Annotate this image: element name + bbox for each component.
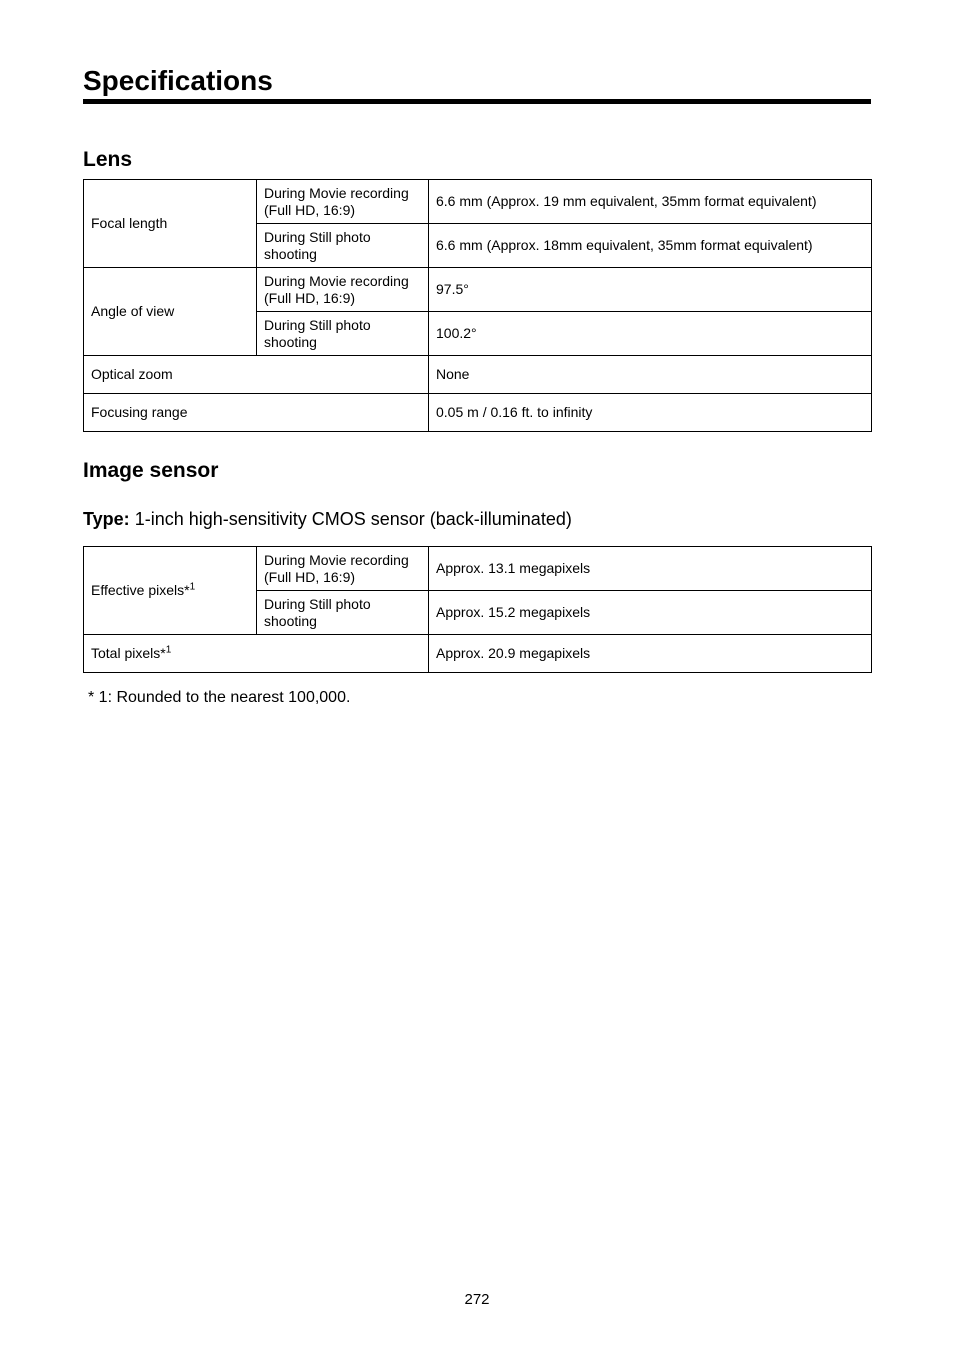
total-pixels-cell [84,635,429,673]
title-rule [83,99,871,104]
total-pixels-label: Total pixels* [91,645,166,661]
angle-of-view-movie-value: 97.5° [429,268,872,312]
effective-pixels-cell [84,547,257,635]
focusing-range-label: Focusing range [84,394,429,432]
lens-heading: Lens [83,148,133,171]
effective-pixels-movie-value: Approx. 13.1 megapixels [429,547,872,591]
sensor-type-line [83,508,572,530]
table-row [84,394,872,432]
total-pixels-value: Approx. 20.9 megapixels [429,635,872,673]
focal-length-movie-value: 6.6 mm (Approx. 19 mm equivalent, 35mm format equivalent) [429,180,872,224]
table-row [84,635,872,673]
effective-pixels-footnote-ref: 1 [189,581,196,593]
effective-pixels-still-value: Approx. 15.2 megapixels [429,591,872,635]
angle-of-view-still-condition: During Still photo shooting [257,312,429,356]
effective-pixels-still-condition: During Still photo shooting [257,591,429,635]
image-sensor-spec-table [83,546,872,673]
angle-of-view-movie-condition: During Movie recording (Full HD, 16:9) [257,268,429,312]
sensor-type-value: 1-inch high-sensitivity CMOS sensor (back-illuminated) [134,509,572,529]
page-title: Specifications [83,65,273,96]
angle-of-view-label: Angle of view [84,268,257,356]
focal-length-still-value: 6.6 mm (Approx. 18mm equivalent, 35mm format equivalent) [429,224,872,268]
table-row [84,180,872,224]
total-pixels-footnote-ref: 1 [165,644,172,656]
focusing-range-value: 0.05 m / 0.16 ft. to infinity [429,394,872,432]
table-row [84,356,872,394]
angle-of-view-still-value: 100.2° [429,312,872,356]
focal-length-label: Focal length [84,180,257,268]
table-row [84,268,872,312]
effective-pixels-label: Effective pixels* [91,582,190,598]
optical-zoom-label: Optical zoom [84,356,429,394]
effective-pixels-movie-condition: During Movie recording (Full HD, 16:9) [257,547,429,591]
lens-spec-table [83,179,872,432]
optical-zoom-value: None [429,356,872,394]
page-number: 272 [464,1291,490,1308]
table-row [84,547,872,591]
focal-length-still-condition: During Still photo shooting [257,224,429,268]
focal-length-movie-condition: During Movie recording (Full HD, 16:9) [257,180,429,224]
footnote: * 1: Rounded to the nearest 100,000. [88,689,351,706]
image-sensor-heading: Image sensor [83,459,219,482]
sensor-type-label: Type: [83,509,130,529]
